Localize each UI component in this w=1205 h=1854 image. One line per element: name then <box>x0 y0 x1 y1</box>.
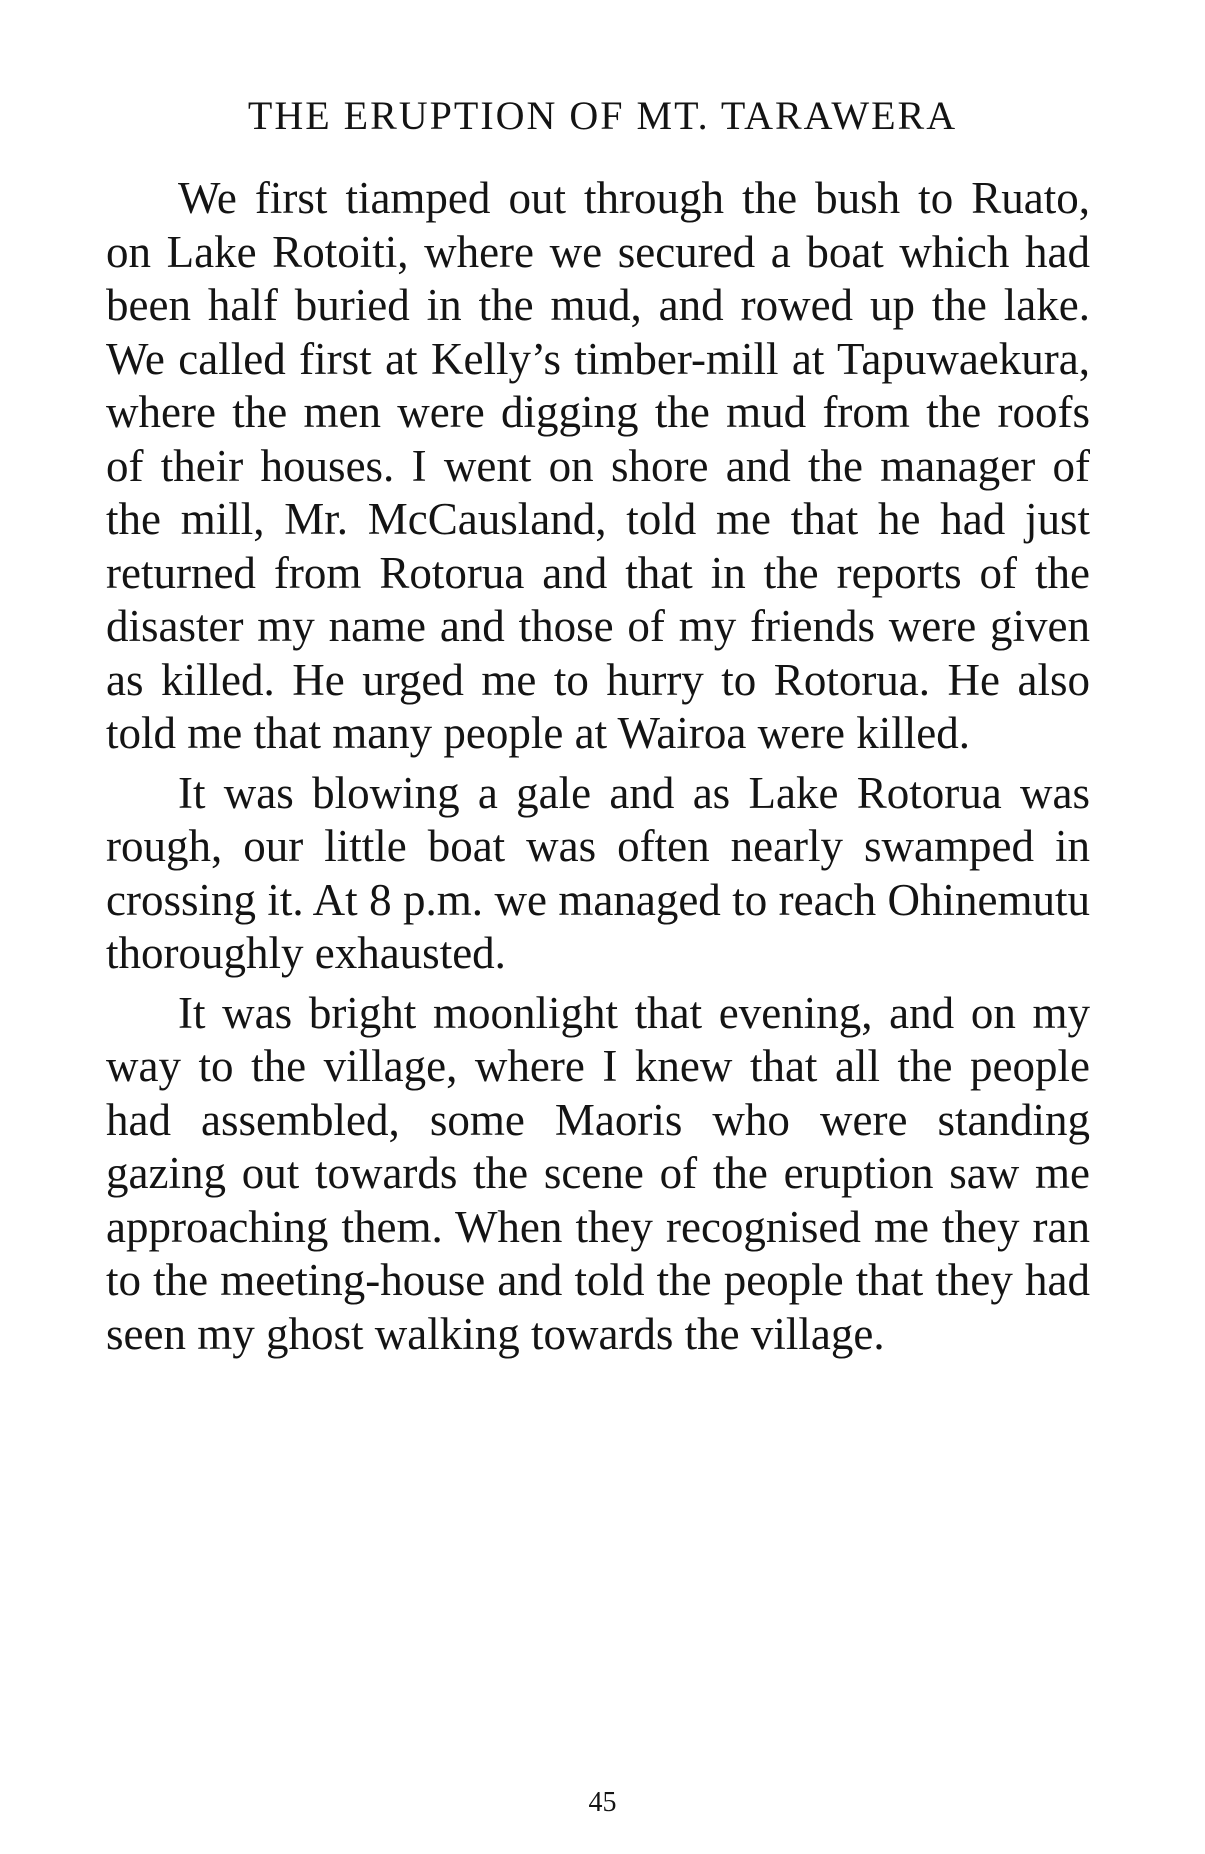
running-title: THE ERUPTION OF MT. TARAWERA <box>247 93 958 138</box>
paragraph-3: It was bright moonlight that evening, and on my way to the village, where I knew that all the people had assembled, some Maoris who were standing gazing out towards the scene of the eruption saw me approaching them. When they recognised me they ran to the meeting-house and told the people that they had seen my ghost walking towards the village. <box>106 987 1090 1359</box>
body-text <box>106 172 1090 1367</box>
paragraph-1: We first tiamped out through the bush to Ruato, on Lake Rotoiti, where we secured a boat which had been half buried in the mud, and rowed up the lake. We called first at Kelly’s timber-mill at Tapuwaekura, where the men were digging the mud from the roofs of their houses. I went on shore and the manager of the mill, Mr. McCausland, told me that he had just returned from Rotorua and that in the reports of the disaster my name and those of my friends were given as killed. He urged me to hurry to Rotorua. He also told me that many people at Wairoa were killed. <box>106 173 1090 758</box>
paragraph-2: It was blowing a gale and as Lake Rotorua was rough, our little boat was often nearly swamped in crossing it. At 8 p.m. we managed to reach Ohinemutu thoroughly exhausted. <box>106 767 1090 978</box>
page-number: 45 <box>588 1787 617 1818</box>
